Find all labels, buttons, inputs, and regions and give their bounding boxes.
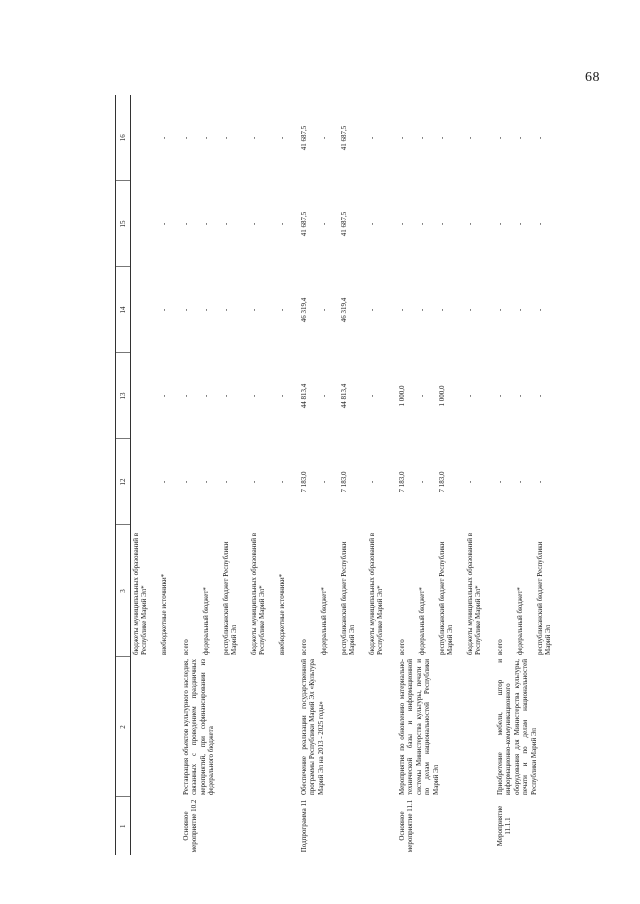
row-name	[131, 657, 182, 797]
value-cell-12	[495, 439, 565, 525]
value-cell-14	[181, 267, 299, 353]
amount-value: -	[320, 222, 328, 226]
amount-value: -	[182, 136, 190, 140]
amount-value: 1 000,0	[398, 385, 406, 407]
funding-source: федеральный бюджет*	[202, 587, 210, 655]
table-body	[131, 95, 566, 855]
amount-value: -	[320, 480, 328, 484]
table-row	[397, 95, 495, 855]
funding-source: внебюджетные источники*	[278, 573, 286, 655]
amount-value: -	[222, 308, 230, 312]
amount-value: -	[496, 222, 504, 226]
value-cell-12	[299, 439, 397, 525]
table-header-row	[116, 95, 131, 855]
row-code: Подпрограмма 11	[300, 799, 308, 853]
amount-value: -	[536, 308, 544, 312]
amount-value: 7 183,0	[438, 471, 446, 493]
amount-value: 46 319,4	[300, 297, 308, 323]
amount-value: -	[250, 222, 258, 226]
amount-value: -	[278, 136, 286, 140]
amount-value: -	[496, 394, 504, 398]
amount-value: -	[466, 136, 474, 140]
amount-value: -	[466, 480, 474, 484]
amount-value: -	[466, 308, 474, 312]
amount-value: -	[536, 394, 544, 398]
funding-sources	[397, 525, 495, 657]
amount-value: -	[250, 308, 258, 312]
funding-source: федеральный бюджет*	[418, 587, 426, 655]
amount-value: -	[496, 136, 504, 140]
value-cell-12	[131, 439, 182, 525]
amount-value: 44 813,4	[340, 383, 348, 409]
amount-value: -	[320, 136, 328, 140]
amount-value: -	[516, 222, 524, 226]
amount-value: -	[278, 480, 286, 484]
funding-source: республиканский бюджет Республики Марий Эл	[222, 541, 239, 655]
value-cell-15	[397, 181, 495, 267]
amount-value: -	[368, 394, 376, 398]
amount-value: -	[278, 394, 286, 398]
amount-value: -	[202, 136, 210, 140]
value-cell-16	[299, 95, 397, 181]
amount-value: -	[368, 480, 376, 484]
amount-value: -	[222, 480, 230, 484]
amount-value: -	[160, 136, 168, 140]
amount-value: -	[278, 222, 286, 226]
value-cell-15	[299, 181, 397, 267]
amount-value: -	[202, 480, 210, 484]
amount-value	[132, 441, 160, 523]
amount-value: -	[160, 394, 168, 398]
funding-source: всего	[182, 639, 190, 655]
amount-value: -	[182, 222, 190, 226]
value-cell-14	[495, 267, 565, 353]
amount-value: -	[250, 136, 258, 140]
value-cell-13	[181, 353, 299, 439]
amount-value: -	[516, 394, 524, 398]
amount-value: -	[496, 308, 504, 312]
amount-value	[132, 97, 160, 179]
amount-value: -	[160, 480, 168, 484]
table-row	[495, 95, 565, 855]
amount-value: -	[418, 480, 426, 484]
funding-source: всего	[496, 639, 504, 655]
value-cell-12	[181, 439, 299, 525]
amount-value: 1 000,0	[438, 385, 446, 407]
budget-table	[115, 95, 565, 855]
amount-value: -	[250, 394, 258, 398]
value-cell-15	[131, 181, 182, 267]
funding-source: республиканский бюджет Республики Марий Эл	[536, 541, 553, 655]
funding-source: федеральный бюджет*	[516, 587, 524, 655]
amount-value: -	[536, 480, 544, 484]
amount-value: -	[496, 480, 504, 484]
amount-value: -	[222, 222, 230, 226]
funding-source: всего	[300, 639, 308, 655]
col-header-2: 2	[116, 657, 131, 797]
col-header-16: 16	[116, 95, 131, 181]
amount-value: -	[182, 394, 190, 398]
amount-value: -	[438, 222, 446, 226]
value-cell-13	[397, 353, 495, 439]
amount-value: 7 183,0	[300, 471, 308, 493]
row-code: Мероприятие 11.1.1	[496, 805, 513, 847]
amount-value: -	[536, 136, 544, 140]
col-header-1: 1	[116, 797, 131, 855]
amount-value: -	[398, 136, 406, 140]
amount-value: -	[438, 308, 446, 312]
amount-value: -	[466, 394, 474, 398]
amount-value: 7 183,0	[340, 471, 348, 493]
amount-value: -	[438, 136, 446, 140]
amount-value: -	[398, 222, 406, 226]
funding-sources	[495, 525, 565, 657]
funding-source: бюджеты муниципальных образований в Республике Марий Эл*	[466, 532, 483, 655]
amount-value: -	[182, 308, 190, 312]
amount-value	[132, 355, 160, 437]
funding-sources	[299, 525, 397, 657]
amount-value	[132, 269, 160, 351]
amount-value: -	[320, 394, 328, 398]
row-name: Реставрация объектов культурного наследия, связанных с проведением праздничных мероприятий, при софинансировании из федерального бюджета	[182, 659, 216, 795]
amount-value: -	[202, 222, 210, 226]
value-cell-16	[131, 95, 182, 181]
col-header-13: 13	[116, 353, 131, 439]
row-code: Основное мероприятие 10.2	[182, 799, 199, 853]
amount-value: -	[516, 308, 524, 312]
table-row	[181, 95, 299, 855]
amount-value: -	[516, 136, 524, 140]
value-cell-14	[131, 267, 182, 353]
amount-value: -	[536, 222, 544, 226]
amount-value: -	[160, 222, 168, 226]
amount-value: -	[202, 394, 210, 398]
amount-value: -	[418, 136, 426, 140]
table-row	[131, 95, 182, 855]
amount-value: 44 813,4	[300, 383, 308, 409]
value-cell-13	[299, 353, 397, 439]
funding-source: бюджеты муниципальных образований в Республике Марий Эл*	[368, 532, 385, 655]
row-name: Приобретение мебели, штор и информационно-коммуникационного оборудования для Министерства культуры, печати и по делам национальностей Республики Марий Эл	[496, 659, 538, 795]
amount-value: -	[516, 480, 524, 484]
amount-value: -	[160, 308, 168, 312]
value-cell-16	[397, 95, 495, 181]
funding-source: бюджеты муниципальных образований в Республике Марий Эл*	[250, 532, 267, 655]
value-cell-15	[495, 181, 565, 267]
amount-value: 7 183,0	[398, 471, 406, 493]
row-code: Основное мероприятие 11.1	[398, 799, 415, 853]
value-cell-13	[495, 353, 565, 439]
row-name: Мероприятия по обновлению материально-технической базы и информационной системы Министерства культуры, печати и по делам национальностей Республики Марий Эл	[398, 659, 440, 795]
value-cell-15	[181, 181, 299, 267]
amount-value: -	[418, 222, 426, 226]
amount-value: 46 319,4	[340, 297, 348, 323]
value-cell-16	[181, 95, 299, 181]
table-row	[299, 95, 397, 855]
value-cell-13	[131, 353, 182, 439]
rotated-budget-table-sheet	[115, 95, 625, 855]
funding-source: республиканский бюджет Республики Марий Эл	[340, 541, 357, 655]
amount-value: 41 687,5	[300, 211, 308, 237]
value-cell-12	[397, 439, 495, 525]
amount-value: -	[278, 308, 286, 312]
col-header-14: 14	[116, 267, 131, 353]
col-header-3: 3	[116, 525, 131, 657]
funding-source: внебюджетные источники*	[160, 573, 168, 655]
amount-value: -	[418, 394, 426, 398]
amount-value: 41 687,5	[340, 125, 348, 151]
amount-value: -	[222, 136, 230, 140]
row-name: Обеспечение реализации государственной программы Республики Марий Эл «Культура Марий Эл на 2013 - 2025 годы»	[300, 659, 325, 795]
amount-value: -	[250, 480, 258, 484]
amount-value: -	[320, 308, 328, 312]
amount-value: -	[222, 394, 230, 398]
value-cell-16	[495, 95, 565, 181]
value-cell-14	[397, 267, 495, 353]
amount-value: -	[368, 136, 376, 140]
col-header-12: 12	[116, 439, 131, 525]
amount-value: -	[202, 308, 210, 312]
funding-source: федеральный бюджет*	[320, 587, 328, 655]
page-number: 68	[585, 70, 600, 85]
amount-value	[132, 183, 160, 265]
funding-source: всего	[398, 639, 406, 655]
amount-value: 41 687,5	[300, 125, 308, 151]
amount-value: -	[398, 308, 406, 312]
funding-sources	[131, 525, 182, 657]
amount-value: -	[418, 308, 426, 312]
amount-value: 41 687,5	[340, 211, 348, 237]
funding-source: республиканский бюджет Республики Марий Эл	[438, 541, 455, 655]
value-cell-14	[299, 267, 397, 353]
funding-source: бюджеты муниципальных образований в Республике Марий Эл*	[132, 532, 149, 655]
amount-value: -	[368, 308, 376, 312]
row-code	[131, 797, 182, 855]
amount-value: -	[182, 480, 190, 484]
amount-value: -	[466, 222, 474, 226]
amount-value: -	[368, 222, 376, 226]
funding-sources	[181, 525, 299, 657]
col-header-15: 15	[116, 181, 131, 267]
